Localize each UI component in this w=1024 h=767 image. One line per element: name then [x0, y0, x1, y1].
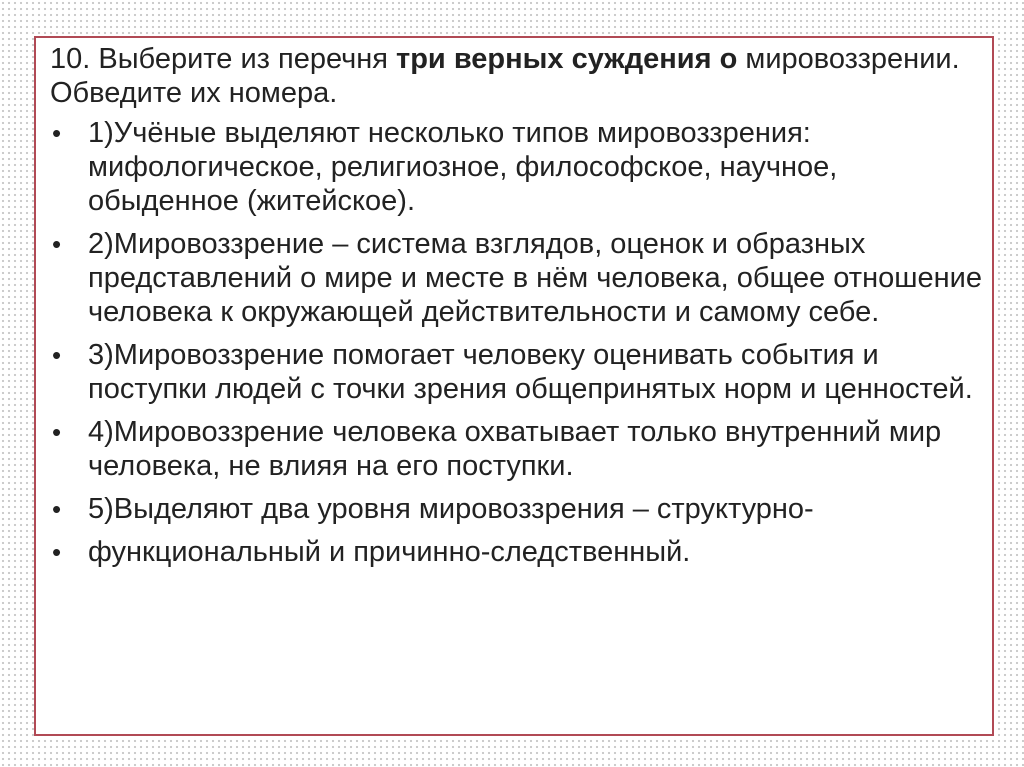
statement-item: [50, 535, 982, 569]
question-suffix: мировоззрении. Обведите их номера.: [50, 43, 960, 109]
statement-item: [50, 227, 982, 329]
statement-text: 4)Мировоззрение человека охватывает только внутренний мир человека, не влияя на его поступки.: [88, 416, 942, 482]
statement-text: 1)Учёные выделяют несколько типов мировоззрения: мифологическое, религиозное, философское, научное, обыденное (житейское).: [88, 117, 838, 217]
bullet-icon: •: [52, 118, 62, 148]
bullet-icon: •: [52, 340, 62, 370]
statement-item: [50, 492, 982, 526]
statement-item: [50, 116, 982, 218]
question-prefix: 10. Выберите из перечня: [50, 43, 397, 75]
bullet-icon: •: [52, 537, 62, 567]
bullet-icon: •: [52, 229, 62, 259]
statement-text: 2)Мировоззрение – система взглядов, оценок и образных представлений о мире и месте в нём человека, общее отношение человека к окружающей действительности и самому себе.: [88, 228, 982, 328]
question-text: [50, 42, 982, 110]
slide-content-box: [34, 36, 994, 736]
statement-text: 5)Выделяют два уровня мировоззрения – структурно-: [88, 493, 814, 525]
statement-text: 3)Мировоззрение помогает человеку оценивать события и поступки людей с точки зрения общепринятых норм и ценностей.: [88, 339, 973, 405]
statement-item: [50, 415, 982, 483]
bullet-icon: •: [52, 417, 62, 447]
bullet-icon: •: [52, 494, 62, 524]
statement-item: [50, 338, 982, 406]
question-bold: три верных суждения о: [396, 43, 738, 75]
statements-list: [50, 116, 982, 569]
statement-text: функциональный и причинно-следственный.: [88, 536, 691, 568]
